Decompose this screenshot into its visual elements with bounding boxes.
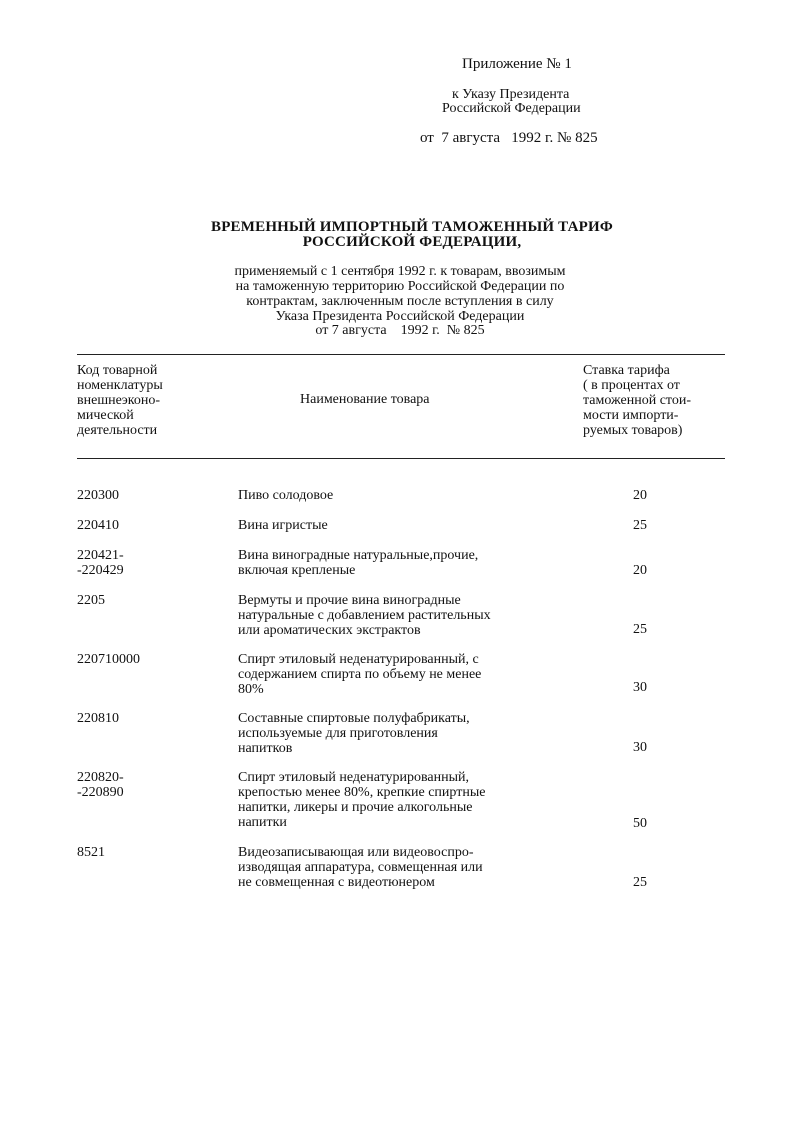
table-row-rate: 50: [633, 816, 647, 831]
table-row-code: 220300: [77, 488, 119, 503]
table-row-rate: 30: [633, 740, 647, 755]
table-row-name-line: включая крепленые: [238, 563, 356, 578]
table-row-code: [77, 548, 124, 578]
table-header-bottom-rule: [77, 458, 725, 459]
table-row-code-line: 220820-: [77, 770, 124, 785]
header-rate-column: [583, 363, 723, 438]
header-rate-line: мости импорти-: [583, 408, 679, 423]
table-row-name: [238, 652, 568, 697]
table-row-rate: 20: [633, 563, 647, 578]
table-row-code: 220410: [77, 518, 119, 533]
table-row-name-line: Видеозаписывающая или видеовоспро-: [238, 845, 474, 860]
table-row-name-line: изводящая аппаратура, совмещенная или: [238, 860, 483, 875]
table-row-code-line: -220890: [77, 785, 124, 800]
table-row-rate: 25: [633, 875, 647, 890]
subtitle-line-5: от 7 августа 1992 г. № 825: [315, 323, 485, 338]
table-row-name: Вина игристые: [238, 518, 328, 533]
table-row-name-line: натуральные с добавлением растительных: [238, 608, 491, 623]
table-row-rate: 20: [633, 488, 647, 503]
header-code-line: Код товарной: [77, 363, 158, 378]
table-header-top-rule: [77, 354, 725, 355]
header-rate-line: ( в процентах от: [583, 378, 680, 393]
header-code-line: номенклатуры: [77, 378, 163, 393]
subtitle-line-4: Указа Президента Российской Федерации: [275, 309, 525, 324]
header-name-column: Наименование товара: [300, 392, 430, 407]
table-row-code-line: 220421-: [77, 548, 124, 563]
table-row-name-line: Спирт этиловый неденатурированный, с: [238, 652, 479, 667]
table-row-name: [238, 593, 568, 638]
table-row-name: [238, 770, 568, 830]
table-row-code: [77, 770, 124, 800]
table-row-name: [238, 548, 568, 578]
table-row-name-line: Вина виноградные натуральные,прочие,: [238, 548, 479, 563]
table-row-name-line: или ароматических экстрактов: [238, 623, 421, 638]
table-row-name: [238, 711, 568, 756]
header-rate-line: руемых товаров): [583, 423, 683, 438]
header-code-line: мической: [77, 408, 134, 423]
table-row-name: [238, 845, 568, 890]
table-row-code: 8521: [77, 845, 105, 860]
table-row-name-line: Составные спиртовые полуфабрикаты,: [238, 711, 470, 726]
table-row-code: 2205: [77, 593, 105, 608]
annex-federation: Российской Федерации: [442, 101, 581, 116]
document-title-line-1: ВРЕМЕННЫЙ ИМПОРТНЫЙ ТАМОЖЕННЫЙ ТАРИФ: [210, 219, 613, 235]
table-row-name-line: используемые для приготовления: [238, 726, 438, 741]
table-row-name-line: крепостью менее 80%, крепкие спиртные: [238, 785, 486, 800]
table-row-name-line: Вермуты и прочие вина виноградные: [238, 593, 461, 608]
header-code-column: [77, 363, 237, 438]
table-row-name-line: напитки: [238, 815, 287, 830]
subtitle-line-1: применяемый с 1 сентября 1992 г. к товарам, ввозимым: [234, 264, 566, 279]
document-title-line-2: РОССИЙСКОЙ ФЕДЕРАЦИИ,: [302, 234, 522, 250]
subtitle-line-3: контрактам, заключенным после вступления в силу: [246, 294, 554, 309]
table-row-name-line: Спирт этиловый неденатурированный,: [238, 770, 470, 785]
table-row-name: Пиво солодовое: [238, 488, 334, 503]
header-rate-line: таможенной стои-: [583, 393, 691, 408]
table-row-name-line: напитки, ликеры и прочие алкогольные: [238, 800, 473, 815]
decree-date-number: от 7 августа 1992 г. № 825: [420, 130, 598, 146]
annex-to-decree: к Указу Президента: [452, 87, 570, 102]
table-row-code: 220810: [77, 711, 119, 726]
table-row-name-line: напитков: [238, 741, 293, 756]
table-row-name-line: не совмещенная с видеотюнером: [238, 875, 435, 890]
header-code-line: деятельности: [77, 423, 158, 438]
table-row-code: 220710000: [77, 652, 140, 667]
table-row-rate: 30: [633, 680, 647, 695]
table-row-rate: 25: [633, 622, 647, 637]
table-row-code-line: -220429: [77, 563, 124, 578]
subtitle-line-2: на таможенную территорию Российской Федерации по: [235, 279, 565, 294]
header-rate-line: Ставка тарифа: [583, 363, 670, 378]
annex-title: Приложение № 1: [462, 56, 572, 72]
header-code-line: внешнеэконо-: [77, 393, 161, 408]
table-row-name-line: 80%: [238, 682, 264, 697]
table-row-name-line: содержанием спирта по объему не менее: [238, 667, 482, 682]
table-row-rate: 25: [633, 518, 647, 533]
